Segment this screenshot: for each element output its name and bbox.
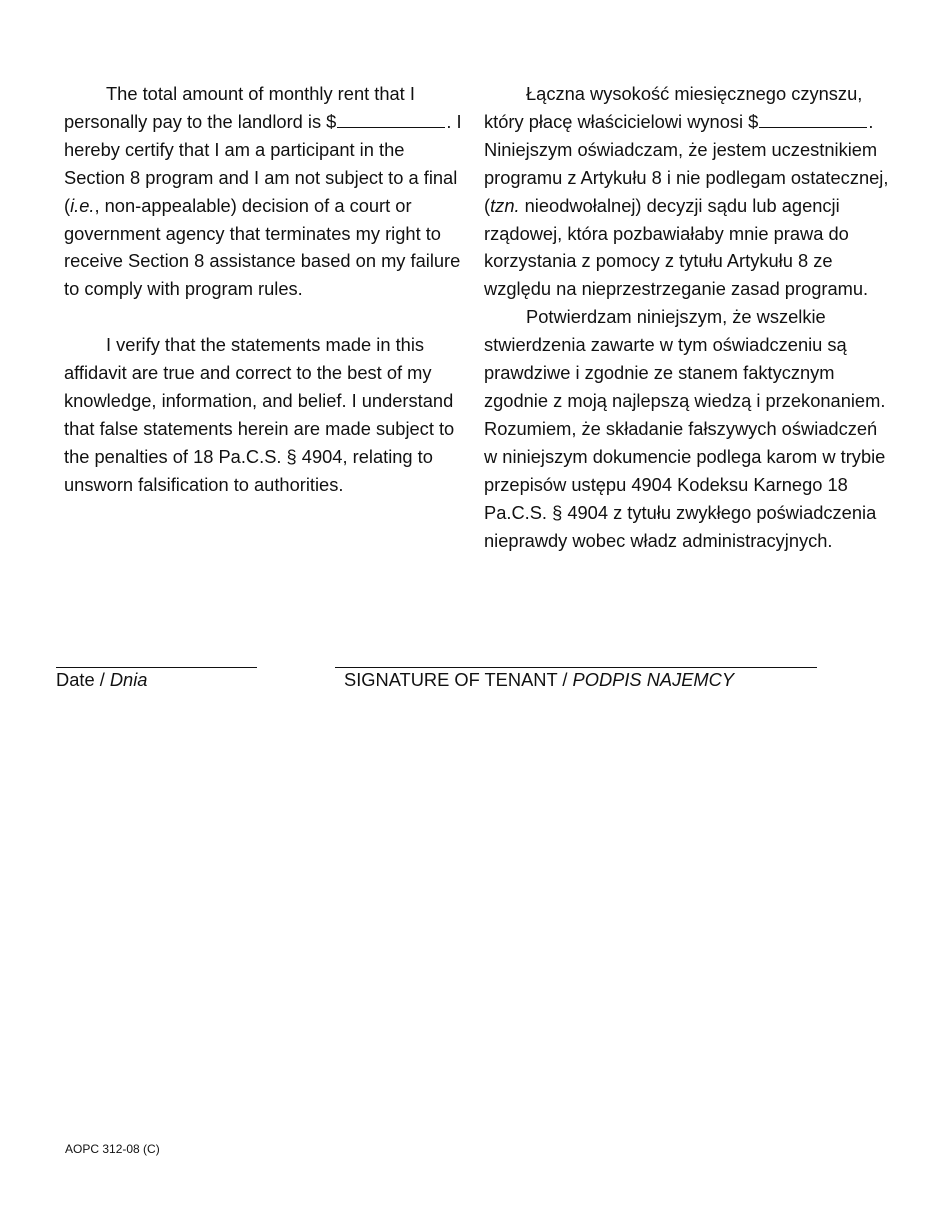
polish-paragraph-rent: Łączna wysokość miesięcznego czynszu, który płacę właścicielowi wynosi $ . Niniejszym oświadczam, że jestem uczestnikiem programu z Artykułu 8 i nie podlegam ostatecznej, (tzn. nieodwołalnej) decyzji sądu lub agencji rządowej, która pozbawiałaby mnie prawa do korzystania z pomocy z tytułu Artykułu 8 ze względu na nieprzestrzeganie zasad programu. (484, 83, 889, 300)
rent-amount-blank-pl[interactable] (759, 110, 867, 128)
form-id: AOPC 312-08 (C) (65, 1142, 160, 1156)
english-column (64, 80, 469, 499)
date-label: Date / Dnia (56, 669, 148, 690)
tenant-signature-label: SIGNATURE OF TENANT / PODPIS NAJEMCY (344, 669, 735, 690)
rent-amount-blank[interactable] (337, 110, 445, 128)
english-paragraph-verify: I verify that the statements made in this affidavit are true and correct to the best of my knowledge, information, and belief. I understand that false statements herein are made subject to the penalties of 18 Pa.C.S. § 4904, relating to unsworn falsification to authorities. (64, 334, 455, 495)
english-paragraph-rent: The total amount of monthly rent that I personally pay to the landlord is $ . I hereby certify that I am a participant in the Section 8 program and I am not subject to a final (i.e., non-appealable) decision of a court or government agency that terminates my right to receive Section 8 assistance based on my failure to comply with program rules. (64, 83, 462, 300)
tenant-signature-line[interactable] (335, 667, 817, 668)
date-signature-line[interactable] (56, 667, 257, 668)
polish-paragraph-verify: Potwierdzam niniejszym, że wszelkie stwierdzenia zawarte w tym oświadczeniu są prawdziwe i zgodnie ze stanem faktycznym zgodnie z moją najlepszą wiedzą i przekonaniem. Rozumiem, że składanie fałszywych oświadczeń w niniejszym dokumencie podlega karom w trybie przepisów ustępu 4904 Kodeksu Karnego 18 Pa.C.S. § 4904 z tytułu zwykłego poświadczenia nieprawdy wobec władz administracyjnych. (484, 306, 886, 551)
polish-column (484, 80, 894, 554)
